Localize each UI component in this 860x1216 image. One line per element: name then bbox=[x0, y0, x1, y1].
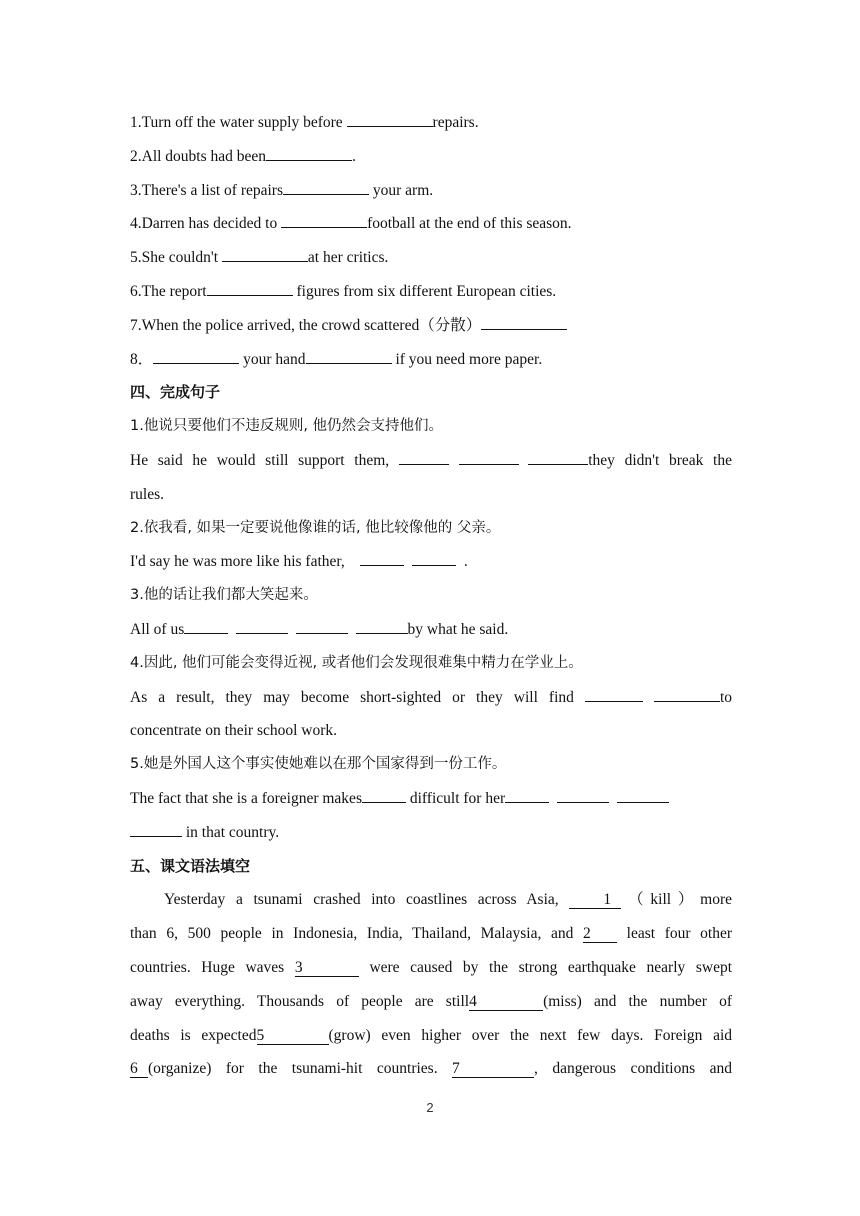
answer-blank[interactable] bbox=[654, 686, 720, 702]
answer-blank[interactable] bbox=[399, 449, 449, 465]
s4-q4-english-cont: concentrate on their school work. bbox=[130, 722, 338, 740]
answer-blank[interactable] bbox=[360, 550, 404, 566]
section-4-title: 四、完成句子 bbox=[130, 383, 221, 402]
answer-blank[interactable] bbox=[130, 821, 182, 837]
s3-q7: 7.When the police arrived, the crowd scattered（分散） bbox=[130, 309, 732, 343]
cloze-blank-4[interactable]: 4 bbox=[469, 994, 543, 1011]
cloze-blank-5[interactable]: 5 bbox=[257, 1028, 329, 1045]
page-number: 2 bbox=[426, 1100, 434, 1115]
s3-q1: 1.Turn off the water supply before repairs. bbox=[130, 106, 732, 140]
cloze-line-2: than 6, 500 people in Indonesia, India, Thailand, Malaysia, and 2 least four other bbox=[130, 925, 733, 943]
s3-q8: 8． your hand if you need more paper. bbox=[130, 343, 732, 377]
cloze-blank-7[interactable]: 7 bbox=[452, 1061, 534, 1078]
s4-q1-english: He said he would still support them, they didn't break the bbox=[130, 444, 732, 478]
cloze-blank-3[interactable]: 3 bbox=[295, 960, 359, 977]
s4-q3-chinese: 3.他的话让我们都大笑起来。 bbox=[130, 587, 318, 604]
cloze-line-5: deaths is expected5 (grow) even higher over the next few days. Foreign aid bbox=[130, 1026, 733, 1044]
s4-q2-chinese: 2.依我看, 如果一定要说他像谁的话, 他比较像他的 父亲。 bbox=[130, 519, 501, 536]
answer-blank[interactable] bbox=[557, 787, 609, 803]
cloze-blank-1[interactable]: 1 bbox=[569, 892, 621, 909]
answer-blank[interactable] bbox=[481, 314, 567, 330]
answer-blank[interactable] bbox=[283, 179, 369, 195]
s3-q3: 3.There's a list of repairs your arm. bbox=[130, 174, 732, 208]
answer-blank[interactable] bbox=[505, 787, 549, 803]
s3-q4: 4.Darren has decided to football at the end of this season. bbox=[130, 207, 732, 241]
cloze-line-1: Yesterday a tsunami crashed into coastlines across Asia, 1 （kill）more bbox=[164, 891, 732, 909]
cloze-line-3: countries. Huge waves 3 were caused by the strong earthquake nearly swept bbox=[130, 958, 733, 976]
s3-q6: 6.The report figures from six different European cities. bbox=[130, 275, 732, 309]
cloze-line-4: away everything. Thousands of people are still4 (miss) and the number of bbox=[130, 992, 732, 1010]
answer-blank[interactable] bbox=[207, 280, 293, 296]
cloze-blank-6[interactable]: 6 bbox=[130, 1061, 148, 1078]
s3-q2: 2.All doubts had been . bbox=[130, 140, 732, 174]
s4-q5-chinese: 5.她是外国人这个事实使她难以在那个国家得到一份工作。 bbox=[130, 756, 507, 773]
answer-blank[interactable] bbox=[184, 618, 228, 634]
s3-q5: 5.She couldn't at her critics. bbox=[130, 241, 732, 275]
s4-q5-english-cont: in that country. bbox=[130, 816, 732, 850]
s4-q4-chinese: 4.因此, 他们可能会变得近视, 或者他们会发现很难集中精力在学业上。 bbox=[130, 654, 583, 671]
answer-blank[interactable] bbox=[306, 348, 392, 364]
answer-blank[interactable] bbox=[528, 449, 588, 465]
answer-blank[interactable] bbox=[153, 348, 239, 364]
answer-blank[interactable] bbox=[266, 145, 352, 161]
worksheet-page bbox=[130, 106, 732, 1086]
answer-blank[interactable] bbox=[281, 212, 367, 228]
answer-blank[interactable] bbox=[296, 618, 348, 634]
answer-blank[interactable] bbox=[356, 618, 408, 634]
s4-q3-english: All of us by what he said. bbox=[130, 613, 732, 647]
cloze-line-6: 6 (organize) for the tsunami-hit countries. 7 , dangerous conditions and bbox=[130, 1060, 732, 1078]
s4-q5-english: The fact that she is a foreigner makes difficult for her bbox=[130, 782, 732, 816]
s4-q1-chinese: 1.他说只要他们不违反规则, 他仍然会支持他们。 bbox=[130, 418, 444, 435]
answer-blank[interactable] bbox=[617, 787, 669, 803]
answer-blank[interactable] bbox=[459, 449, 519, 465]
answer-blank[interactable] bbox=[362, 787, 406, 803]
s4-q4-english: As a result, they may become short-sighted or they will find to bbox=[130, 681, 732, 715]
answer-blank[interactable] bbox=[222, 246, 308, 262]
answer-blank[interactable] bbox=[412, 550, 456, 566]
s4-q1-english-cont: rules. bbox=[130, 485, 165, 503]
answer-blank[interactable] bbox=[236, 618, 288, 634]
answer-blank[interactable] bbox=[585, 686, 643, 702]
section-5-title: 五、课文语法填空 bbox=[130, 856, 251, 875]
cloze-blank-2[interactable]: 2 bbox=[583, 926, 617, 943]
answer-blank[interactable] bbox=[347, 111, 433, 127]
s4-q2-english: I'd say he was more like his father, . bbox=[130, 545, 732, 579]
